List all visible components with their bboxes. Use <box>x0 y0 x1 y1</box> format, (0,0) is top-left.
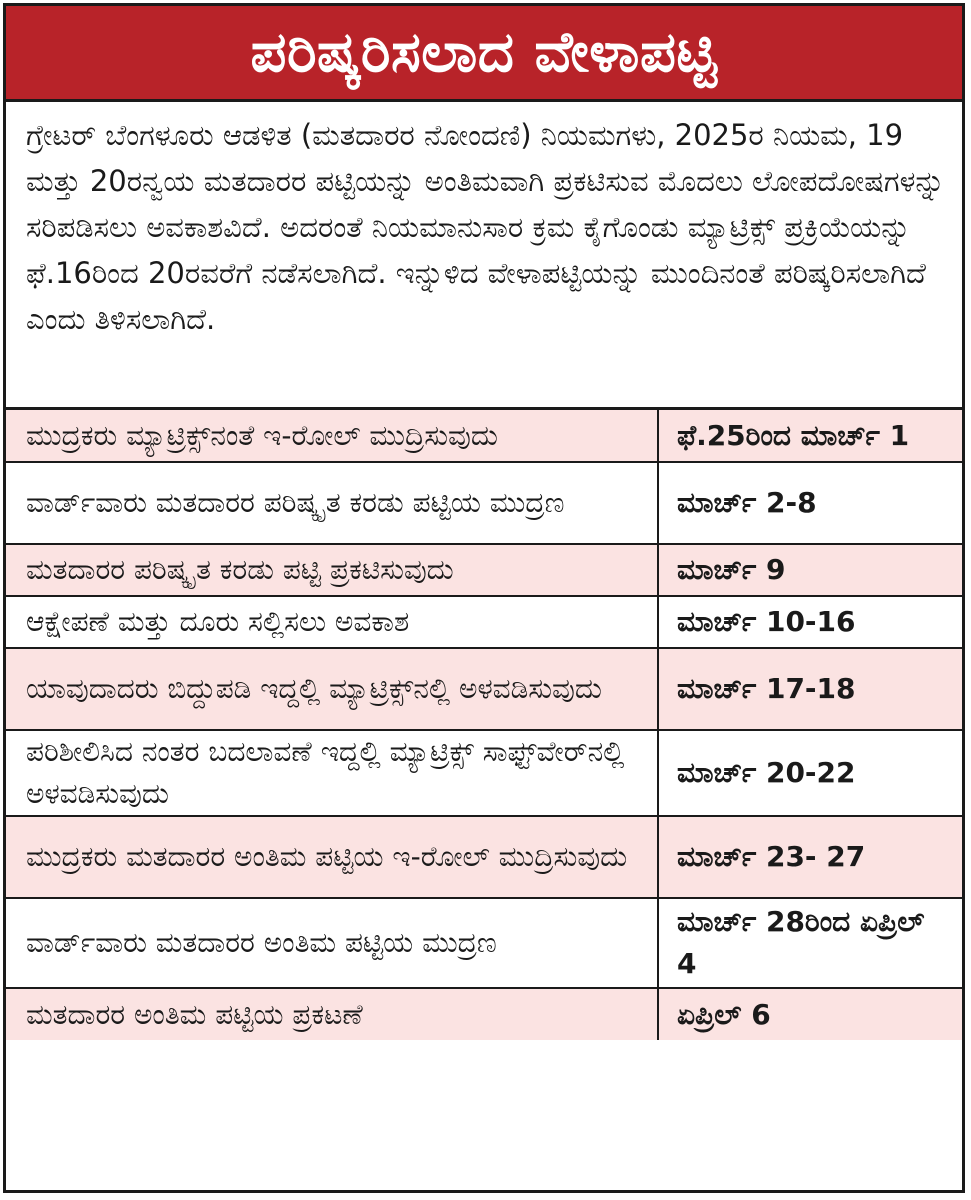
title-bar <box>6 6 962 102</box>
date-cell: ಮಾರ್ಚ್ 17-18 <box>658 648 962 730</box>
schedule-title: ಪರಿಷ್ಕರಿಸಲಾದ ವೇಳಾಪಟ್ಟಿ <box>250 19 718 85</box>
schedule-table <box>6 410 962 1040</box>
table-row <box>6 596 962 648</box>
table-row <box>6 730 962 816</box>
table-row <box>6 410 962 462</box>
task-cell: ಮುದ್ರಕರು ಮತದಾರರ ಅಂತಿಮ ಪಟ್ಟಿಯ ಇ-ರೋಲ್ ಮುದ್ರಿಸುವುದು <box>6 816 658 898</box>
task-cell: ಯಾವುದಾದರು ಬಿದ್ದುಪಡಿ ಇದ್ದಲ್ಲಿ ಮ್ಯಾಟ್ರಿಕ್ಸ್‌ನಲ್ಲಿ ಅಳವಡಿಸುವುದು <box>6 648 658 730</box>
task-cell: ಪರಿಶೀಲಿಸಿದ ನಂತರ ಬದಲಾವಣೆ ಇದ್ದಲ್ಲಿ ಮ್ಯಾಟ್ರಿಕ್ಸ್ ಸಾಫ್ಟ್‌ವೇರ್‌ನಲ್ಲಿ ಅಳವಡಿಸುವುದು <box>6 730 658 816</box>
schedule-box <box>3 3 965 1193</box>
task-cell: ಮತದಾರರ ಅಂತಿಮ ಪಟ್ಟಿಯ ಪ್ರಕಟಣೆ <box>6 988 658 1040</box>
task-cell: ಆಕ್ಷೇಪಣೆ ಮತ್ತು ದೂರು ಸಲ್ಲಿಸಲು ಅವಕಾಶ <box>6 596 658 648</box>
date-cell: ಮಾರ್ಚ್ 10-16 <box>658 596 962 648</box>
task-cell: ವಾರ್ಡ್‌ವಾರು ಮತದಾರರ ಪರಿಷ್ಕೃತ ಕರಡು ಪಟ್ಟಿಯ ಮುದ್ರಣ <box>6 462 658 544</box>
table-row <box>6 544 962 596</box>
date-cell: ಮಾರ್ಚ್ 28ರಿಂದ ಏಪ್ರಿಲ್ 4 <box>658 898 962 988</box>
table-row <box>6 898 962 988</box>
table-row <box>6 648 962 730</box>
task-cell: ವಾರ್ಡ್‌ವಾರು ಮತದಾರರ ಅಂತಿಮ ಪಟ್ಟಿಯ ಮುದ್ರಣ <box>6 898 658 988</box>
table-row <box>6 988 962 1040</box>
date-cell: ಮಾರ್ಚ್ 2-8 <box>658 462 962 544</box>
date-cell: ಮಾರ್ಚ್ 20-22 <box>658 730 962 816</box>
table-row <box>6 462 962 544</box>
date-cell: ಮಾರ್ಚ್ 23- 27 <box>658 816 962 898</box>
task-cell: ಮುದ್ರಕರು ಮ್ಯಾಟ್ರಿಕ್ಸ್‌ನಂತೆ ಇ-ರೋಲ್ ಮುದ್ರಿಸುವುದು <box>6 410 658 462</box>
date-cell: ಏಪ್ರಿಲ್ 6 <box>658 988 962 1040</box>
date-cell: ಫೆ.25ರಿಂದ ಮಾರ್ಚ್ 1 <box>658 410 962 462</box>
task-cell: ಮತದಾರರ ಪರಿಷ್ಕೃತ ಕರಡು ಪಟ್ಟಿ ಪ್ರಕಟಿಸುವುದು <box>6 544 658 596</box>
table-row <box>6 816 962 898</box>
intro-text: ಗ್ರೇಟರ್ ಬೆಂಗಳೂರು ಆಡಳಿತ (ಮತದಾರರ ನೋಂದಣಿ) ನಿಯಮಗಳು, 2025ರ ನಿಯಮ, 19 ಮತ್ತು 20ರನ್ವಯ ಮತದಾರರ ಪಟ್ಟಿಯನ್ನು ಅಂತಿಮವಾಗಿ ಪ್ರಕಟಿಸುವ ಮೊದಲು ಲೋಪದೋಷಗಳನ್ನು ಸರಿಪಡಿಸಲು ಅವಕಾಶವಿದೆ. ಅದರಂತೆ ನಿಯಮಾನುಸಾರ ಕ್ರಮ ಕೈಗೊಂಡು ಮ್ಯಾಟ್ರಿಕ್ಸ್ ಪ್ರಕ್ರಿಯೆಯನ್ನು ಫೆ.16ರಿಂದ 20ರವರೆಗೆ ನಡೆಸಲಾಗಿದೆ. ಇನ್ನುಳಿದ ವೇಳಾಪಟ್ಟಿಯನ್ನು ಮುಂದಿನಂತೆ ಪರಿಷ್ಕರಿಸಲಾಗಿದೆ ಎಂದು ತಿಳಿಸಲಾಗಿದೆ. <box>26 118 945 336</box>
date-cell: ಮಾರ್ಚ್ 9 <box>658 544 962 596</box>
intro-paragraph <box>6 102 962 410</box>
